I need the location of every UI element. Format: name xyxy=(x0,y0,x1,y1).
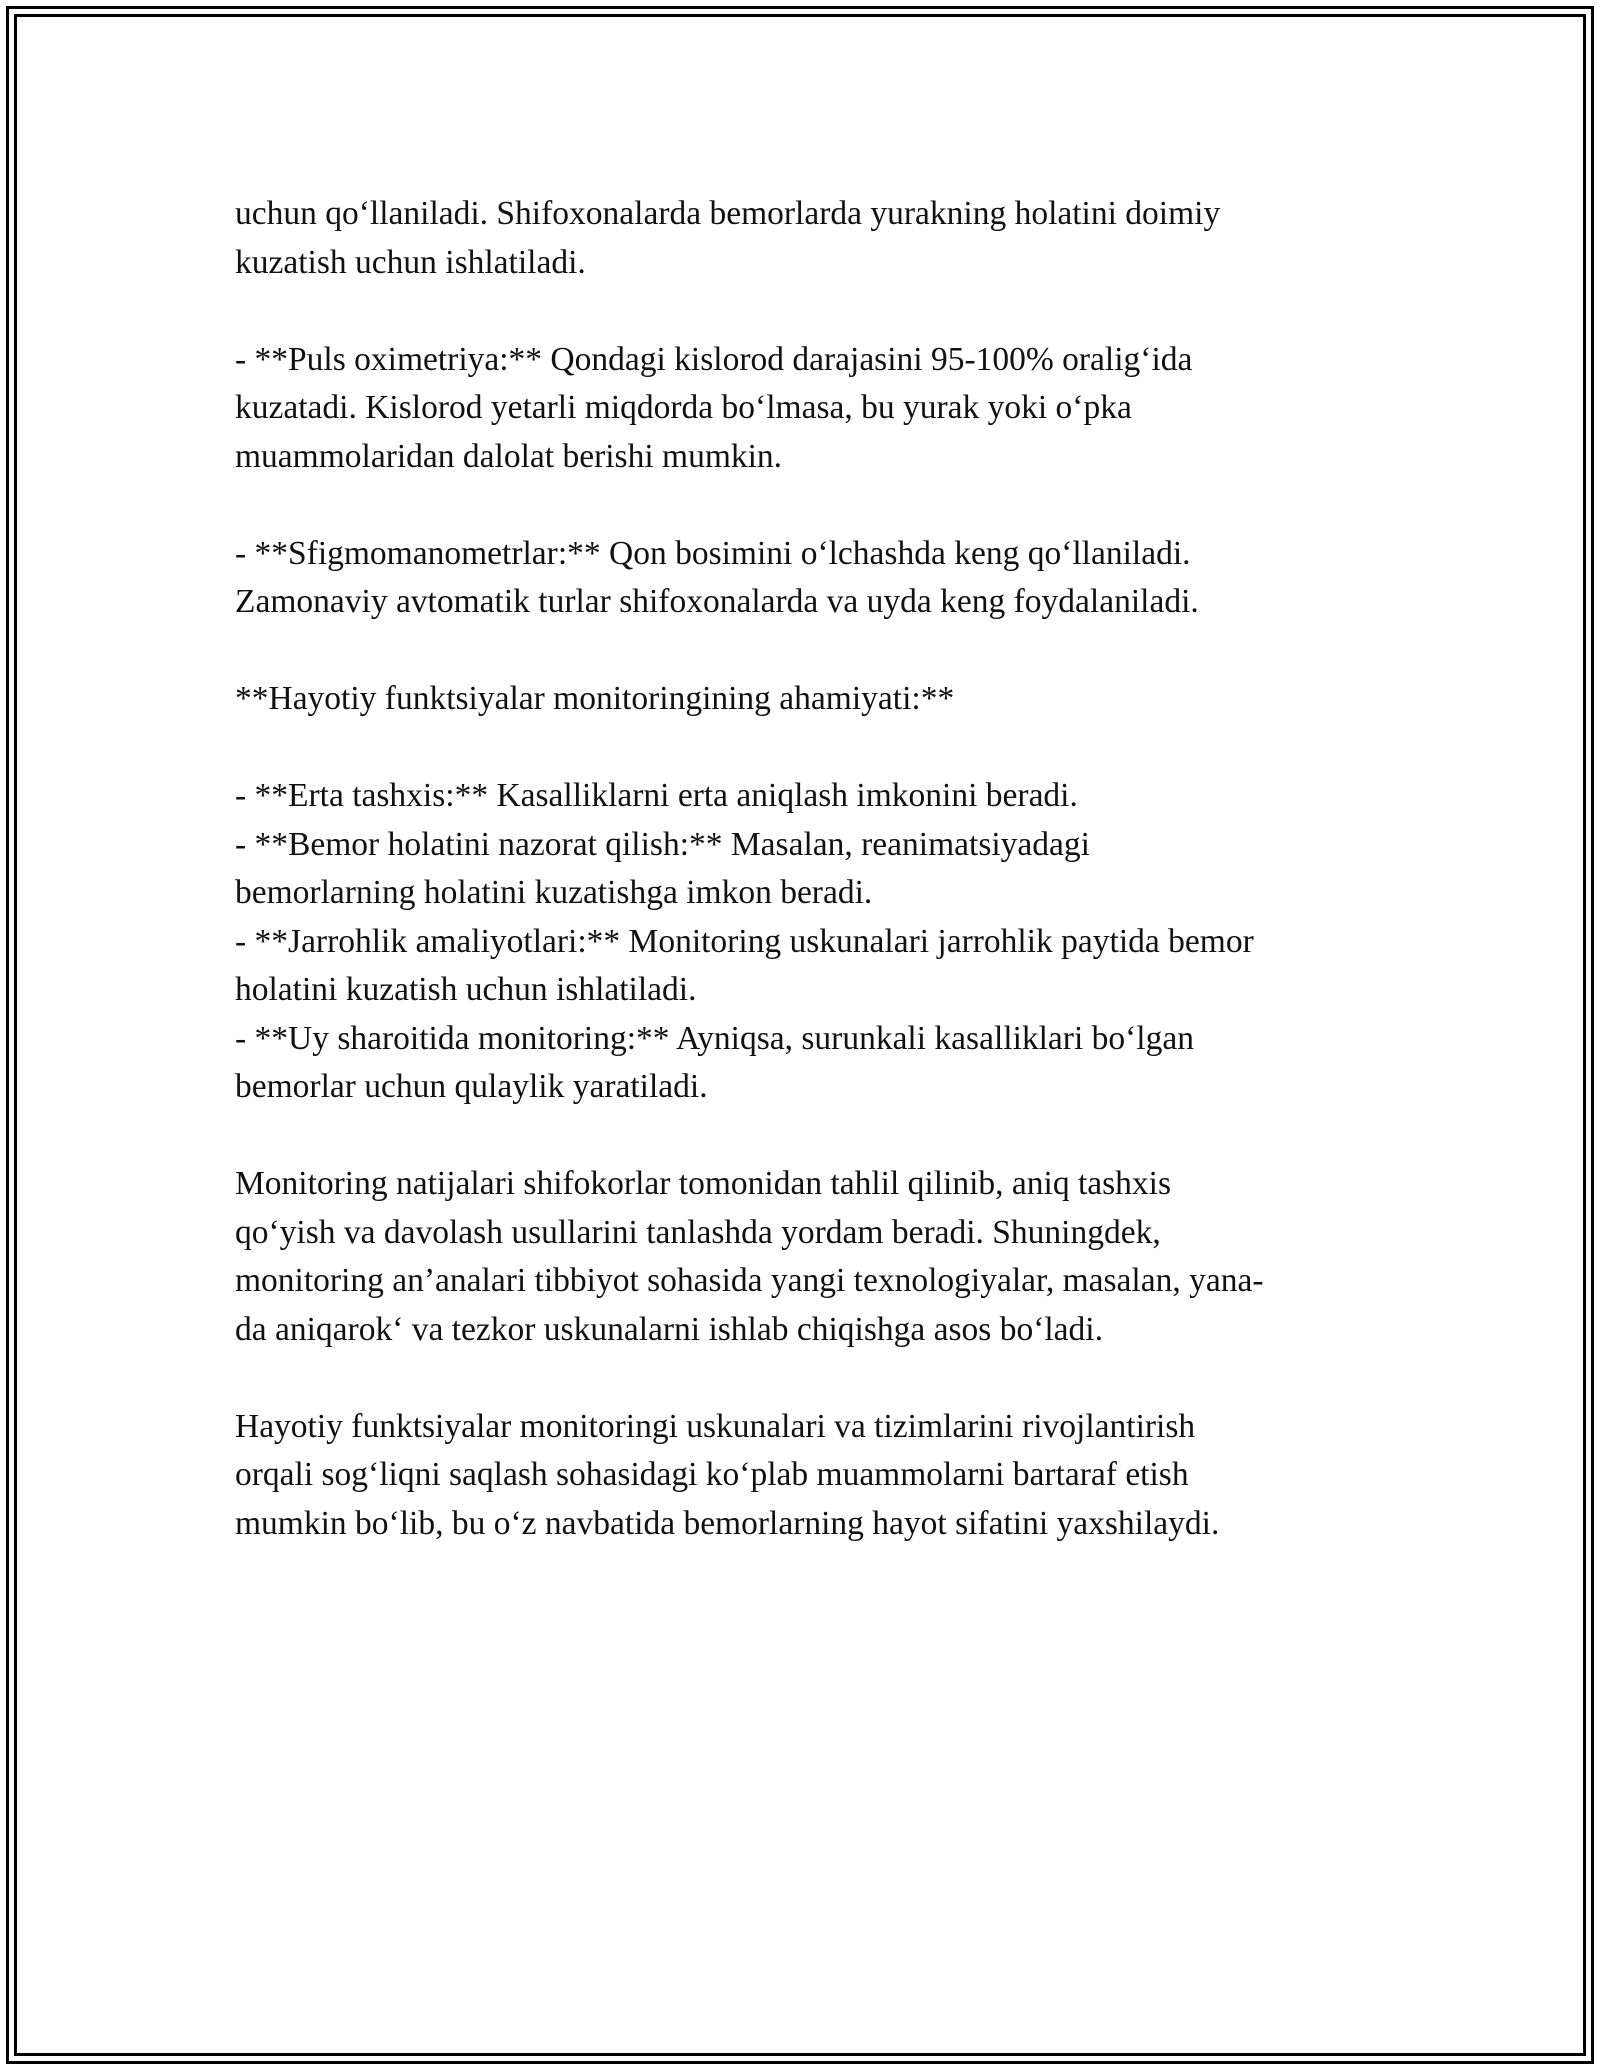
paragraph-pulse-oximetry xyxy=(235,336,1375,482)
text-line: kuzatish uchun ishlatiladi. xyxy=(235,243,586,281)
list-item: - **Jarrohlik amaliyotlari:** Monitoring uskunalari jarrohlik paytida bemor xyxy=(235,922,1254,960)
paragraph-gap xyxy=(235,287,1375,336)
paragraph-gap xyxy=(235,1354,1375,1403)
text-line: bemorlarning holatini kuzatishga imkon beradi. xyxy=(235,874,873,911)
paragraph-gap xyxy=(235,481,1375,530)
paragraph-ecg-continuation xyxy=(235,190,1375,287)
text-line: mumkin bo‘lib, bu o‘z navbatida bemorlarning hayot sifatini yaxshilaydi. xyxy=(235,1504,1220,1542)
paragraph-sphygmomanometers xyxy=(235,530,1375,627)
paragraph-importance-list xyxy=(235,772,1375,1112)
text-line: muammolaridan dalolat berishi mumkin. xyxy=(235,437,783,475)
list-item: - **Uy sharoitida monitoring:** Ayniqsa, surunkali kasalliklari bo‘lgan xyxy=(235,1019,1194,1057)
text-line: - **Puls oximetriya:** Qondagi kislorod darajasini 95-100% oralig‘ida xyxy=(235,340,1193,378)
section-heading: **Hayotiy funktsiyalar monitoringining ahamiyati:** xyxy=(235,680,955,717)
text-line: bemorlar uchun qulaylik yaratiladi. xyxy=(235,1068,708,1105)
list-item: - **Bemor holatini nazorat qilish:** Masalan, reanimatsiyadagi xyxy=(235,825,1090,863)
list-item: - **Erta tashxis:** Kasalliklarni erta aniqlash imkonini beradi. xyxy=(235,777,1078,814)
paragraph-importance-heading xyxy=(235,675,1375,724)
text-line: qo‘yish va davolash usullarini tanlashda yordam beradi. Shuningdek, xyxy=(235,1213,1161,1251)
document-body xyxy=(235,190,1375,1548)
text-line: uchun qo‘llaniladi. Shifoxonalarda bemorlarda yurakning holatini doimiy xyxy=(235,195,1221,232)
paragraph-conclusion xyxy=(235,1403,1375,1549)
text-line: Zamonaviy avtomatik turlar shifoxonalarda va uyda keng foydalaniladi. xyxy=(235,583,1199,620)
paragraph-gap xyxy=(235,627,1375,676)
text-line: orqali sog‘liqni saqlash sohasidagi ko‘plab muammolarni bartaraf etish xyxy=(235,1456,1189,1493)
text-line: kuzatadi. Kislorod yetarli miqdorda bo‘lmasa, bu yurak yoki o‘pka xyxy=(235,389,1132,426)
paragraph-gap xyxy=(235,1112,1375,1161)
text-line: Monitoring natijalari shifokorlar tomonidan tahlil qilinib, aniq tashxis xyxy=(235,1165,1172,1202)
text-line: Hayotiy funktsiyalar monitoringi uskunalari va tizimlarini rivojlantirish xyxy=(235,1407,1196,1445)
text-line: - **Sfigmomanometrlar:** Qon bosimini o‘lchashda keng qo‘llaniladi. xyxy=(235,534,1191,572)
paragraph-monitoring-results xyxy=(235,1160,1375,1354)
paragraph-gap xyxy=(235,724,1375,773)
text-line: da aniqarok‘ va tezkor uskunalarni ishlab chiqishga asos bo‘ladi. xyxy=(235,1310,1103,1348)
text-line: monitoring an’analari tibbiyot sohasida yangi texnologiyalar, masalan, yana- xyxy=(235,1262,1264,1299)
text-line: holatini kuzatish uchun ishlatiladi. xyxy=(235,971,697,1008)
